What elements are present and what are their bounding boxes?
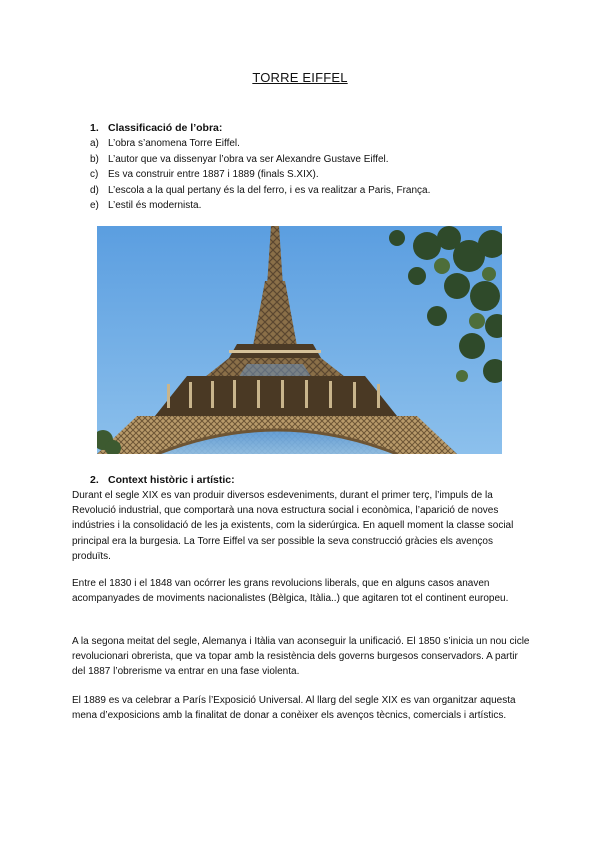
list-marker: e) — [90, 200, 99, 212]
section-1-heading — [90, 122, 222, 134]
list-item-text: Es va construir entre 1887 i 1889 (finals S.XIX). — [108, 169, 319, 181]
section-2-heading — [90, 474, 235, 486]
list-item — [90, 183, 430, 199]
eiffel-tower-photo — [97, 226, 502, 454]
section-1-title: Classificació de l’obra: — [108, 122, 223, 134]
page-title: TORRE EIFFEL — [252, 70, 348, 85]
paragraph: Entre el 1830 i el 1848 van ocórrer les grans revolucions liberals, que en alguns casos anaven acompanyades de moviments nacionalistes (Bèlgica, Itàlia..) que agitaren tot el continent europeu. — [72, 578, 509, 605]
list-marker: b) — [90, 153, 99, 165]
list-item-text: L’escola a la qual pertany és la del ferro, i es va realitzar a Paris, França. — [108, 184, 431, 196]
section-1-number: 1. — [90, 122, 99, 134]
list-item — [90, 136, 430, 152]
list-item-text: L’autor que va dissenyar l’obra va ser Alexandre Gustave Eiffel. — [108, 153, 389, 165]
list-item-text: L’estil és modernista. — [108, 200, 202, 212]
list-item — [90, 198, 430, 214]
list-marker: d) — [90, 184, 99, 196]
section-2-title: Context històric i artístic: — [108, 474, 235, 486]
paragraph: A la segona meitat del segle, Alemanya i Itàlia van aconseguir la unificació. El 1850 s’inicia un nou cicle revolucionari obrerista, que va topar amb la resistència dels governs burgesos conservadors. A partir del 1887 l’obrerisme va entrar en una fase violenta. — [72, 636, 530, 678]
list-marker: a) — [90, 138, 99, 149]
paragraph: El 1889 es va celebrar a París l’Exposició Universal. Al llarg del segle XIX es van organitzar aquesta mena d’exposicions amb la finalitat de donar a conèixer els avenços tècnics, comercials i artístics. — [72, 695, 516, 722]
section-2-number: 2. — [90, 474, 99, 486]
list-item-text: L’obra s’anomena Torre Eiffel. — [108, 138, 240, 149]
list-marker: c) — [90, 169, 99, 181]
list-item — [90, 152, 430, 168]
paragraph: Durant el segle XIX es van produir diversos esdeveniments, durant el primer terç, l’impuls de la Revolució industrial, que comportarà una nova estructura social i econòmica, l’aparició de noves indústries i la consolidació de les ja existents, com la siderúrgica. En aquell moment la classe social principal era la burgesia. La Torre Eiffel va ser possible la seva construcció gràcies els avenços produïts. — [72, 490, 514, 562]
classification-list — [90, 136, 430, 214]
list-item — [90, 167, 430, 183]
